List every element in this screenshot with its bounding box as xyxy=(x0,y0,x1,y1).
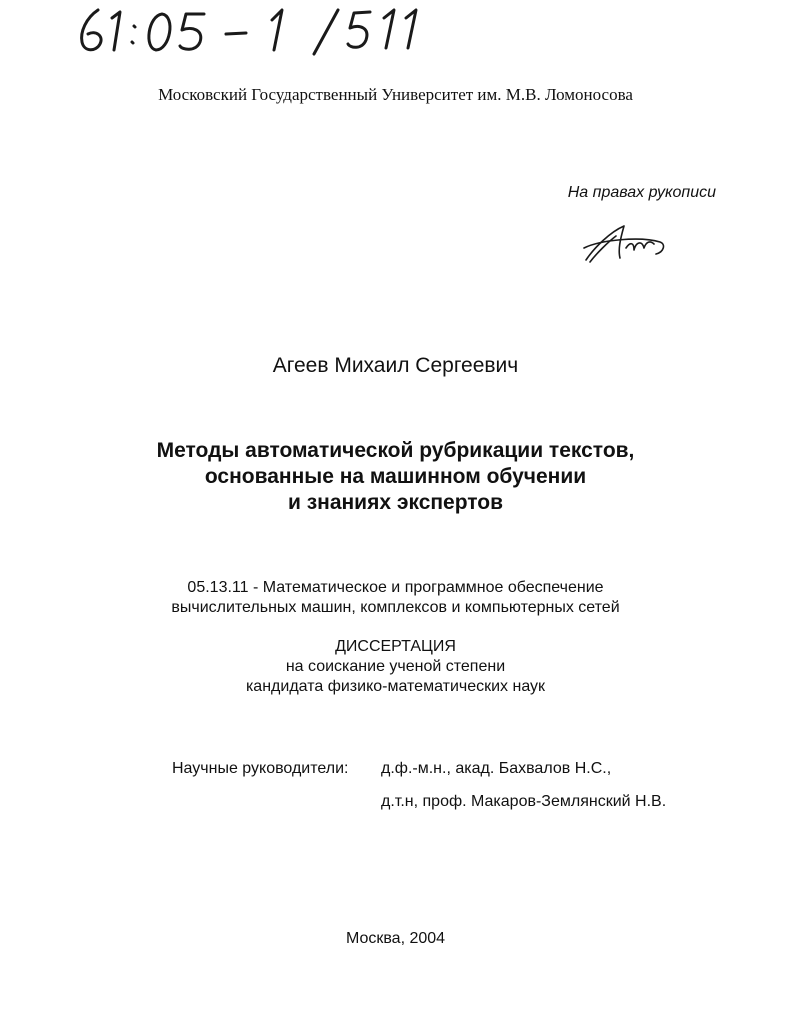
signature xyxy=(580,218,670,268)
dissertation-line: на соискание ученой степени xyxy=(285,658,506,675)
rights-note: На правах рукописи xyxy=(567,184,716,201)
specialty-line: 05.13.11 - Математическое и программное обеспечение xyxy=(187,579,604,596)
specialty-line: вычислительных машин, комплексов и компьютерных сетей xyxy=(171,599,620,616)
dissertation-title xyxy=(0,438,791,516)
supervisors-label: Научные руководители: xyxy=(172,760,349,777)
supervisor-2: д.т.н, проф. Макаров-Землянский Н.В. xyxy=(381,793,667,810)
title-line: и знаниях экспертов xyxy=(287,491,504,514)
dissertation-type xyxy=(0,637,791,697)
handwritten-catalog-number xyxy=(76,4,436,56)
city-year: Москва, 2004 xyxy=(345,930,446,947)
university-name: Московский Государственный Университет им. М.В. Ломоносова xyxy=(158,85,633,104)
title-line: Методы автоматической рубрикации текстов, xyxy=(156,439,635,462)
author-name: Агеев Михаил Сергеевич xyxy=(272,354,519,377)
dissertation-line: ДИССЕРТАЦИЯ xyxy=(335,638,456,655)
dissertation-line: кандидата физико-математических наук xyxy=(245,678,546,695)
supervisor-1: д.ф.-м.н., акад. Бахвалов Н.С., xyxy=(381,760,612,777)
title-line: основанные на машинном обучении xyxy=(204,465,587,488)
specialty xyxy=(0,578,791,618)
